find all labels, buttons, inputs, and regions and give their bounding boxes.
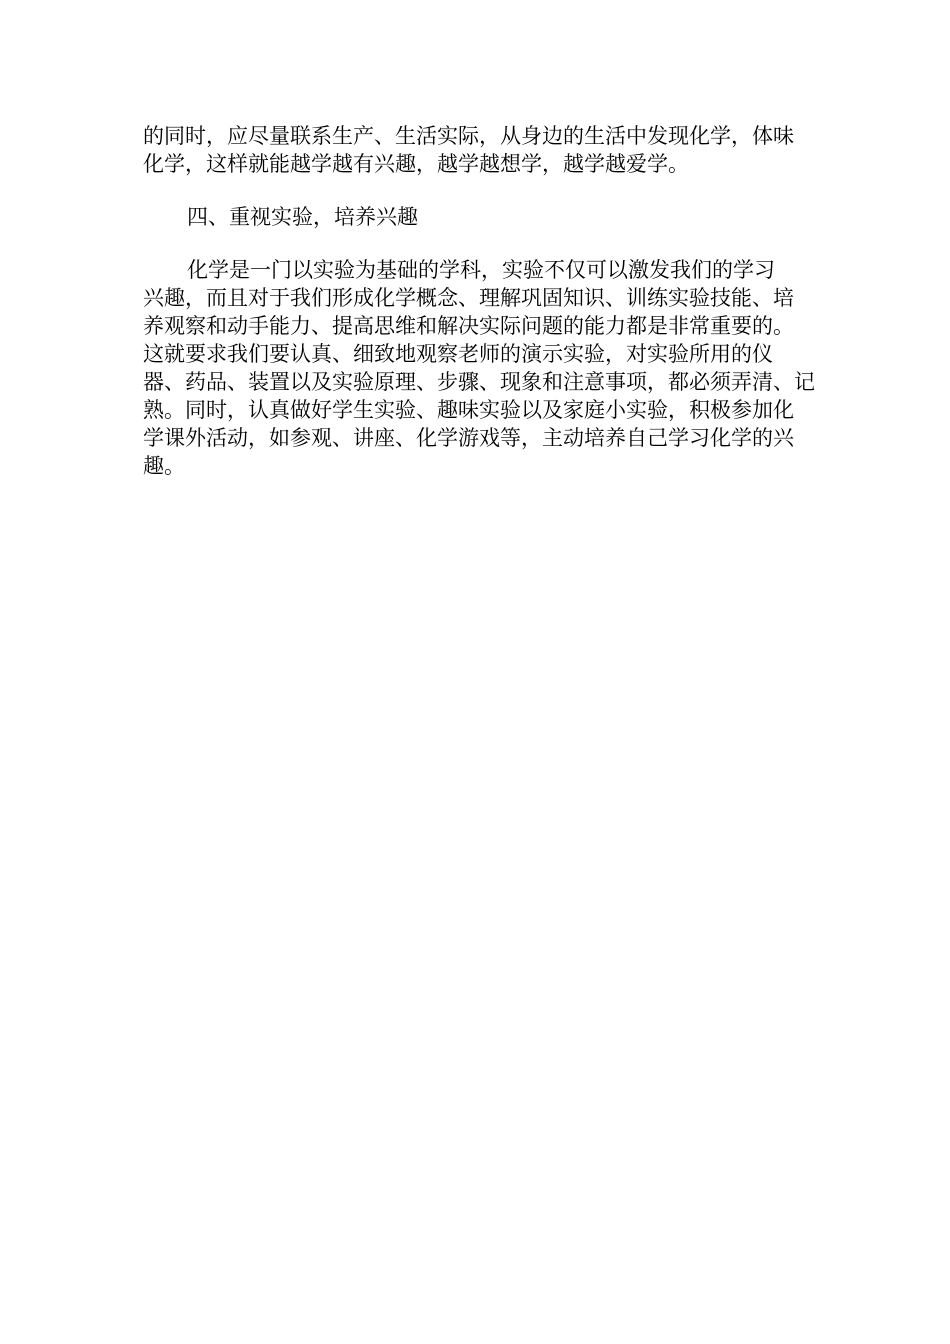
continuation-paragraph <box>143 122 815 178</box>
paragraph-line: 这就要求我们要认真、细致地观察老师的演示实验，对实验所用的仪 <box>143 342 773 366</box>
paragraph-line: 兴趣，而且对于我们形成化学概念、理解巩固知识、训练实验技能、培 <box>143 286 794 310</box>
paragraph-line: 化学，这样就能越学越有兴趣，越学越想学，越学越爱学。 <box>143 152 689 176</box>
paragraph-line: 器、药品、装置以及实验原理、步骤、现象和注意事项，都必须弄清、记 <box>143 370 815 394</box>
paragraph-line: 趣。 <box>143 454 185 478</box>
paragraph-line: 养观察和动手能力、提高思维和解决实际问题的能力都是非常重要的。 <box>143 314 794 338</box>
document-body <box>143 122 815 480</box>
section-heading: 四、重视实验，培养兴趣 <box>187 205 418 229</box>
paragraph-spacer <box>143 178 815 203</box>
paragraph-line: 熟。同时，认真做好学生实验、趣味实验以及家庭小实验，积极参加化 <box>143 398 794 422</box>
paragraph-line: 化学是一门以实验为基础的学科，实验不仅可以激发我们的学习 <box>187 258 775 282</box>
section-paragraph <box>143 256 815 480</box>
paragraph-line: 的同时，应尽量联系生产、生活实际，从身边的生活中发现化学，体味 <box>143 124 794 148</box>
paragraph-spacer <box>143 231 815 256</box>
paragraph-line: 学课外活动，如参观、讲座、化学游戏等，主动培养自己学习化学的兴 <box>143 426 794 450</box>
